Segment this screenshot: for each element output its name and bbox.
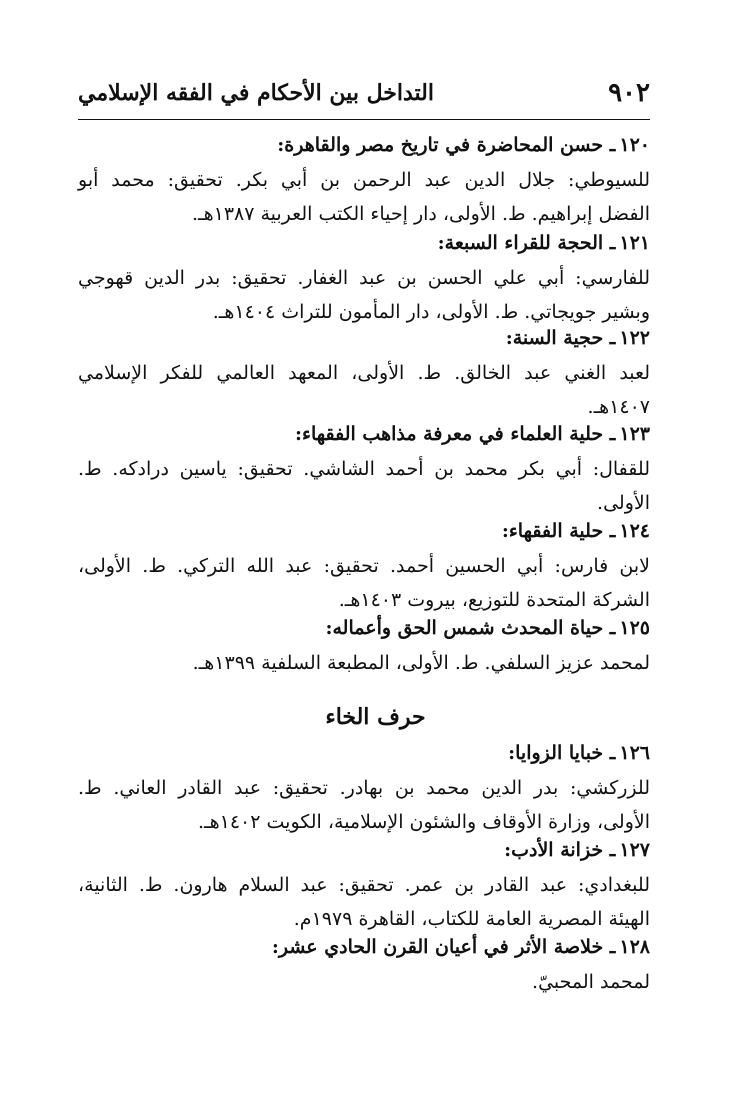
entry-body-121	[78, 261, 650, 329]
entry-title-125	[325, 617, 650, 639]
entry-title-121	[438, 232, 650, 254]
entry-number: ١٢٦	[619, 742, 650, 764]
entry-line: للقفال: أبي بكر محمد بن أحمد الشاشي. تحقيق: ياسين درادكه. ط.	[78, 458, 650, 480]
entry-number: ١٢٢	[619, 327, 650, 349]
entry-title-text: ـ حسن المحاضرة في تاريخ مصر والقاهرة:	[277, 134, 616, 156]
entry-line: لمحمد عزيز السلفي. ط. الأولى، المطبعة السلفية ١٣٩٩هـ.	[192, 652, 650, 674]
section-heading: حرف الخاء	[325, 704, 426, 730]
entry-line: للفارسي: أبي علي الحسن بن عبد الغفار. تحقيق: بدر الدين قهوجي	[78, 267, 650, 289]
entry-body-128	[78, 965, 650, 999]
entry-line: الأولى.	[597, 492, 650, 514]
entry-line: لمحمد المحبيّ.	[532, 971, 650, 993]
entry-title-text: ـ حياة المحدث شمس الحق وأعماله:	[325, 617, 616, 639]
entry-title-text: ـ خلاصة الأثر في أعيان القرن الحادي عشر:	[271, 936, 616, 958]
entry-title-text: ـ حجية السنة:	[505, 327, 616, 349]
entry-title-text: ـ حلية العلماء في معرفة مذاهب الفقهاء:	[295, 423, 616, 445]
entry-title-126	[508, 742, 650, 764]
entry-title-124	[502, 520, 650, 542]
entry-number: ١٢٣	[619, 423, 650, 445]
entry-title-122	[506, 327, 650, 349]
entry-body-127	[78, 868, 650, 936]
entry-number: ١٢٤	[619, 520, 650, 542]
entry-line: للزركشي: بدر الدين محمد بن بهادر. تحقيق: عبد القادر العاني. ط.	[78, 777, 650, 799]
entry-title-127	[504, 839, 650, 861]
entry-number: ١٢٥	[619, 617, 650, 639]
entry-title-text: ـ خبايا الزوايا:	[508, 742, 616, 764]
page-header	[78, 74, 650, 114]
entry-number: ١٢٨	[619, 936, 650, 958]
entry-line: الأولى، وزارة الأوقاف والشئون الإسلامية، الكويت ١٤٠٢هـ.	[198, 811, 650, 833]
entry-number: ١٢١	[619, 232, 650, 254]
entry-body-125	[78, 646, 650, 680]
entry-line: للبغدادي: عبد القادر بن عمر. تحقيق: عبد السلام هارون. ط. الثانية،	[78, 874, 650, 896]
entry-body-123	[78, 452, 650, 520]
entry-line: لعبد الغني عبد الخالق. ط. الأولى، المعهد العالمي للفكر الإسلامي	[78, 362, 651, 384]
entry-title-120	[277, 134, 650, 156]
entry-title-text: ـ الحجة للقراء السبعة:	[437, 232, 616, 254]
entry-line: الفضل إبراهيم. ط. الأولى، دار إحياء الكتب العربية ١٣٨٧هـ.	[191, 203, 650, 225]
entry-number: ١٢٧	[619, 839, 650, 861]
entry-line: وبشير جويجاتي. ط. الأولى، دار المأمون للتراث ١٤٠٤هـ.	[212, 301, 650, 323]
entry-body-124	[78, 549, 650, 617]
entry-body-120	[78, 163, 650, 231]
entry-line: ١٤٠٧هـ.	[587, 396, 650, 418]
entry-body-126	[78, 771, 650, 839]
entry-number: ١٢٠	[619, 134, 650, 156]
page-number: ٩٠٢	[608, 78, 650, 108]
entry-title-text: ـ حلية الفقهاء:	[501, 520, 616, 542]
entry-line: لابن فارس: أبي الحسين أحمد. تحقيق: عبد الله التركي. ط. الأولى،	[78, 555, 650, 577]
entry-line: الشركة المتحدة للتوزيع، بيروت ١٤٠٣هـ.	[338, 589, 650, 611]
entry-line: الهيئة المصرية العامة للكتاب، القاهرة ١٩٧٩م.	[293, 908, 650, 930]
entry-body-122	[78, 356, 650, 424]
entry-title-123	[295, 423, 650, 445]
entry-line: للسيوطي: جلال الدين عبد الرحمن بن أبي بكر. تحقيق: محمد أبو	[78, 169, 650, 191]
running-title: التداخل بين الأحكام في الفقه الإسلامي	[78, 80, 434, 106]
entry-title-128	[272, 936, 650, 958]
header-rule	[78, 119, 650, 120]
entry-title-text: ـ خزانة الأدب:	[504, 839, 616, 861]
